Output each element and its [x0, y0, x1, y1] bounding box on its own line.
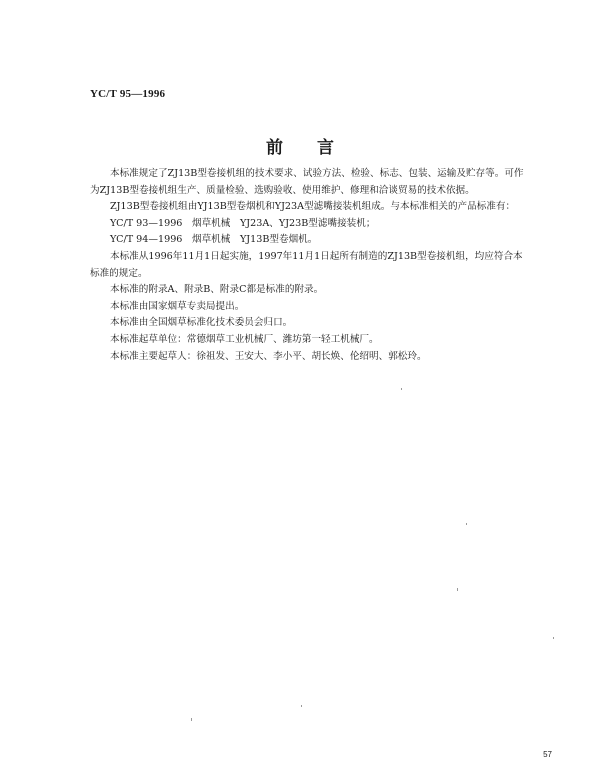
paragraph-composition: ZJ13B型卷接机组由YJ13B型卷烟机和YJ23A型滤嘴接装机组成。与本标准相关的产品标准有：	[110, 201, 516, 213]
paragraph-proposer: 本标准由国家烟草专卖局提出。	[110, 300, 245, 312]
paragraph-committee: 本标准由全国烟草标准化技术委员会归口。	[110, 317, 293, 329]
page-title: 前言	[266, 138, 368, 158]
paragraph-drafting-units: 本标准起草单位：常德烟草工业机械厂、潍坊第一轻工机械厂。	[110, 333, 379, 345]
related-standard-1: YC/T 93—1996 烟草机械 YJ23A、YJ23B型滤嘴接装机；	[110, 217, 376, 229]
scan-speck	[466, 523, 467, 525]
scan-speck	[301, 705, 302, 707]
scan-speck	[553, 637, 554, 639]
related-standard-2: YC/T 94—1996 烟草机械 YJ13B型卷烟机。	[110, 234, 318, 246]
scan-speck	[457, 588, 458, 591]
scan-speck	[191, 718, 192, 721]
paragraph-scope: 本标准规定了ZJ13B型卷接机组的技术要求、试验方法、检验、标志、包装、运输及贮存等。可作为ZJ13B型卷接机组生产、质量检验、选购验收、使用维护、修理和洽谈贸易的技术依据。	[90, 168, 524, 196]
paragraph-drafters: 本标准主要起草人：徐祖发、王安大、李小平、胡长焕、伦绍明、郭松玲。	[110, 350, 427, 362]
paragraph-effective-date: 本标准从1996年11月1日起实施，1997年11月1日起所有制造的ZJ13B型卷接机组，均应符合本标准的规定。	[90, 250, 523, 279]
scan-speck	[401, 388, 402, 390]
foreword-body	[90, 166, 530, 365]
paragraph-appendices: 本标准的附录A、附录B、附录C都是标准的附录。	[110, 284, 324, 296]
page-number: 57	[543, 750, 552, 759]
document-code: YC/T 95—1996	[90, 88, 166, 100]
